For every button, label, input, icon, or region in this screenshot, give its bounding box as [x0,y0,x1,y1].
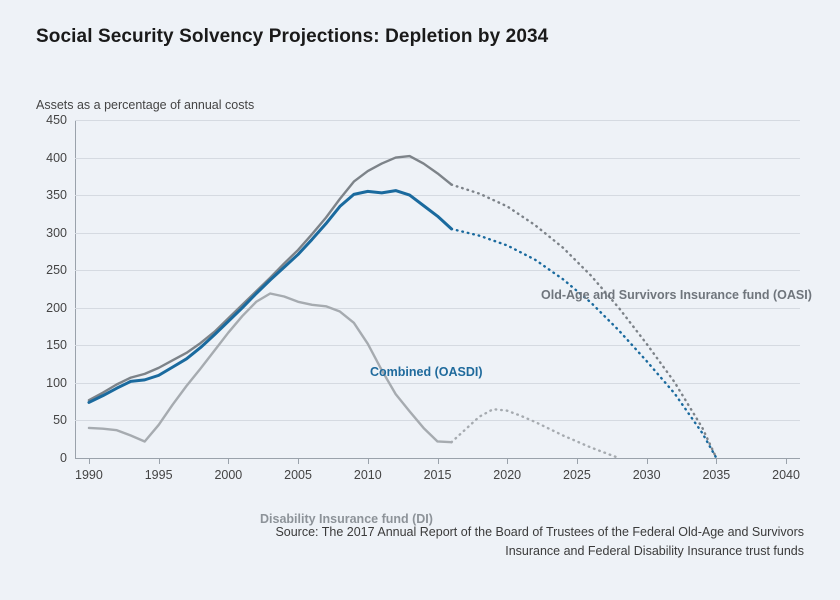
x-tick-label: 2015 [423,468,452,482]
series-label-combined: Combined (OASDI) [370,365,483,379]
y-tick-label: 350 [46,188,67,203]
x-tick-label: 2025 [563,468,591,482]
x-tick-mark [786,458,787,464]
y-tick-label: 0 [60,451,67,465]
x-tick-mark [507,458,508,464]
x-tick-label: 2020 [493,468,522,482]
x-tick-mark [298,458,299,464]
x-tick-label: 2040 [772,468,800,482]
y-tick-label: 250 [46,263,67,278]
x-tick-label: 2010 [353,468,382,482]
y-tick-label: 50 [53,413,67,428]
y-tick-label: 200 [46,300,67,315]
x-tick-label: 2030 [632,468,661,482]
series-line [451,409,618,458]
y-tick-label: 100 [46,375,67,390]
page-title: Social Security Solvency Projections: Depletion by 2034 [36,26,549,47]
x-tick-label: 2005 [284,468,312,482]
x-tick-mark [647,458,648,464]
series-label-oasi: Old-Age and Survivors Insurance fund (OASI) [541,288,812,302]
x-tick-mark [577,458,578,464]
x-tick-mark [159,458,160,464]
x-tick-label: 2000 [214,468,243,482]
series-label-di: Disability Insurance fund (DI) [260,512,433,526]
y-tick-label: 300 [46,225,67,240]
x-tick-mark [716,458,717,464]
y-axis-label: Assets as a percentage of annual costs [36,98,255,112]
y-tick-label: 150 [46,338,67,353]
x-tick-mark [368,458,369,464]
source-note: Source: The 2017 Annual Report of the Board of Trustees of the Federal Old-Age and Survivors Insurance and Federal Disability Insurance trust funds [275,525,804,558]
x-tick-label: 1990 [75,468,103,482]
series-line [451,229,716,458]
x-tick-mark [89,458,90,464]
y-tick-label: 450 [46,113,67,127]
x-axis [75,458,800,498]
x-tick-mark [228,458,229,464]
x-tick-label: 1995 [144,468,173,482]
series-line [451,185,716,458]
y-tick-label: 400 [46,150,67,165]
x-tick-mark [438,458,439,464]
x-tick-label: 2035 [702,468,731,482]
